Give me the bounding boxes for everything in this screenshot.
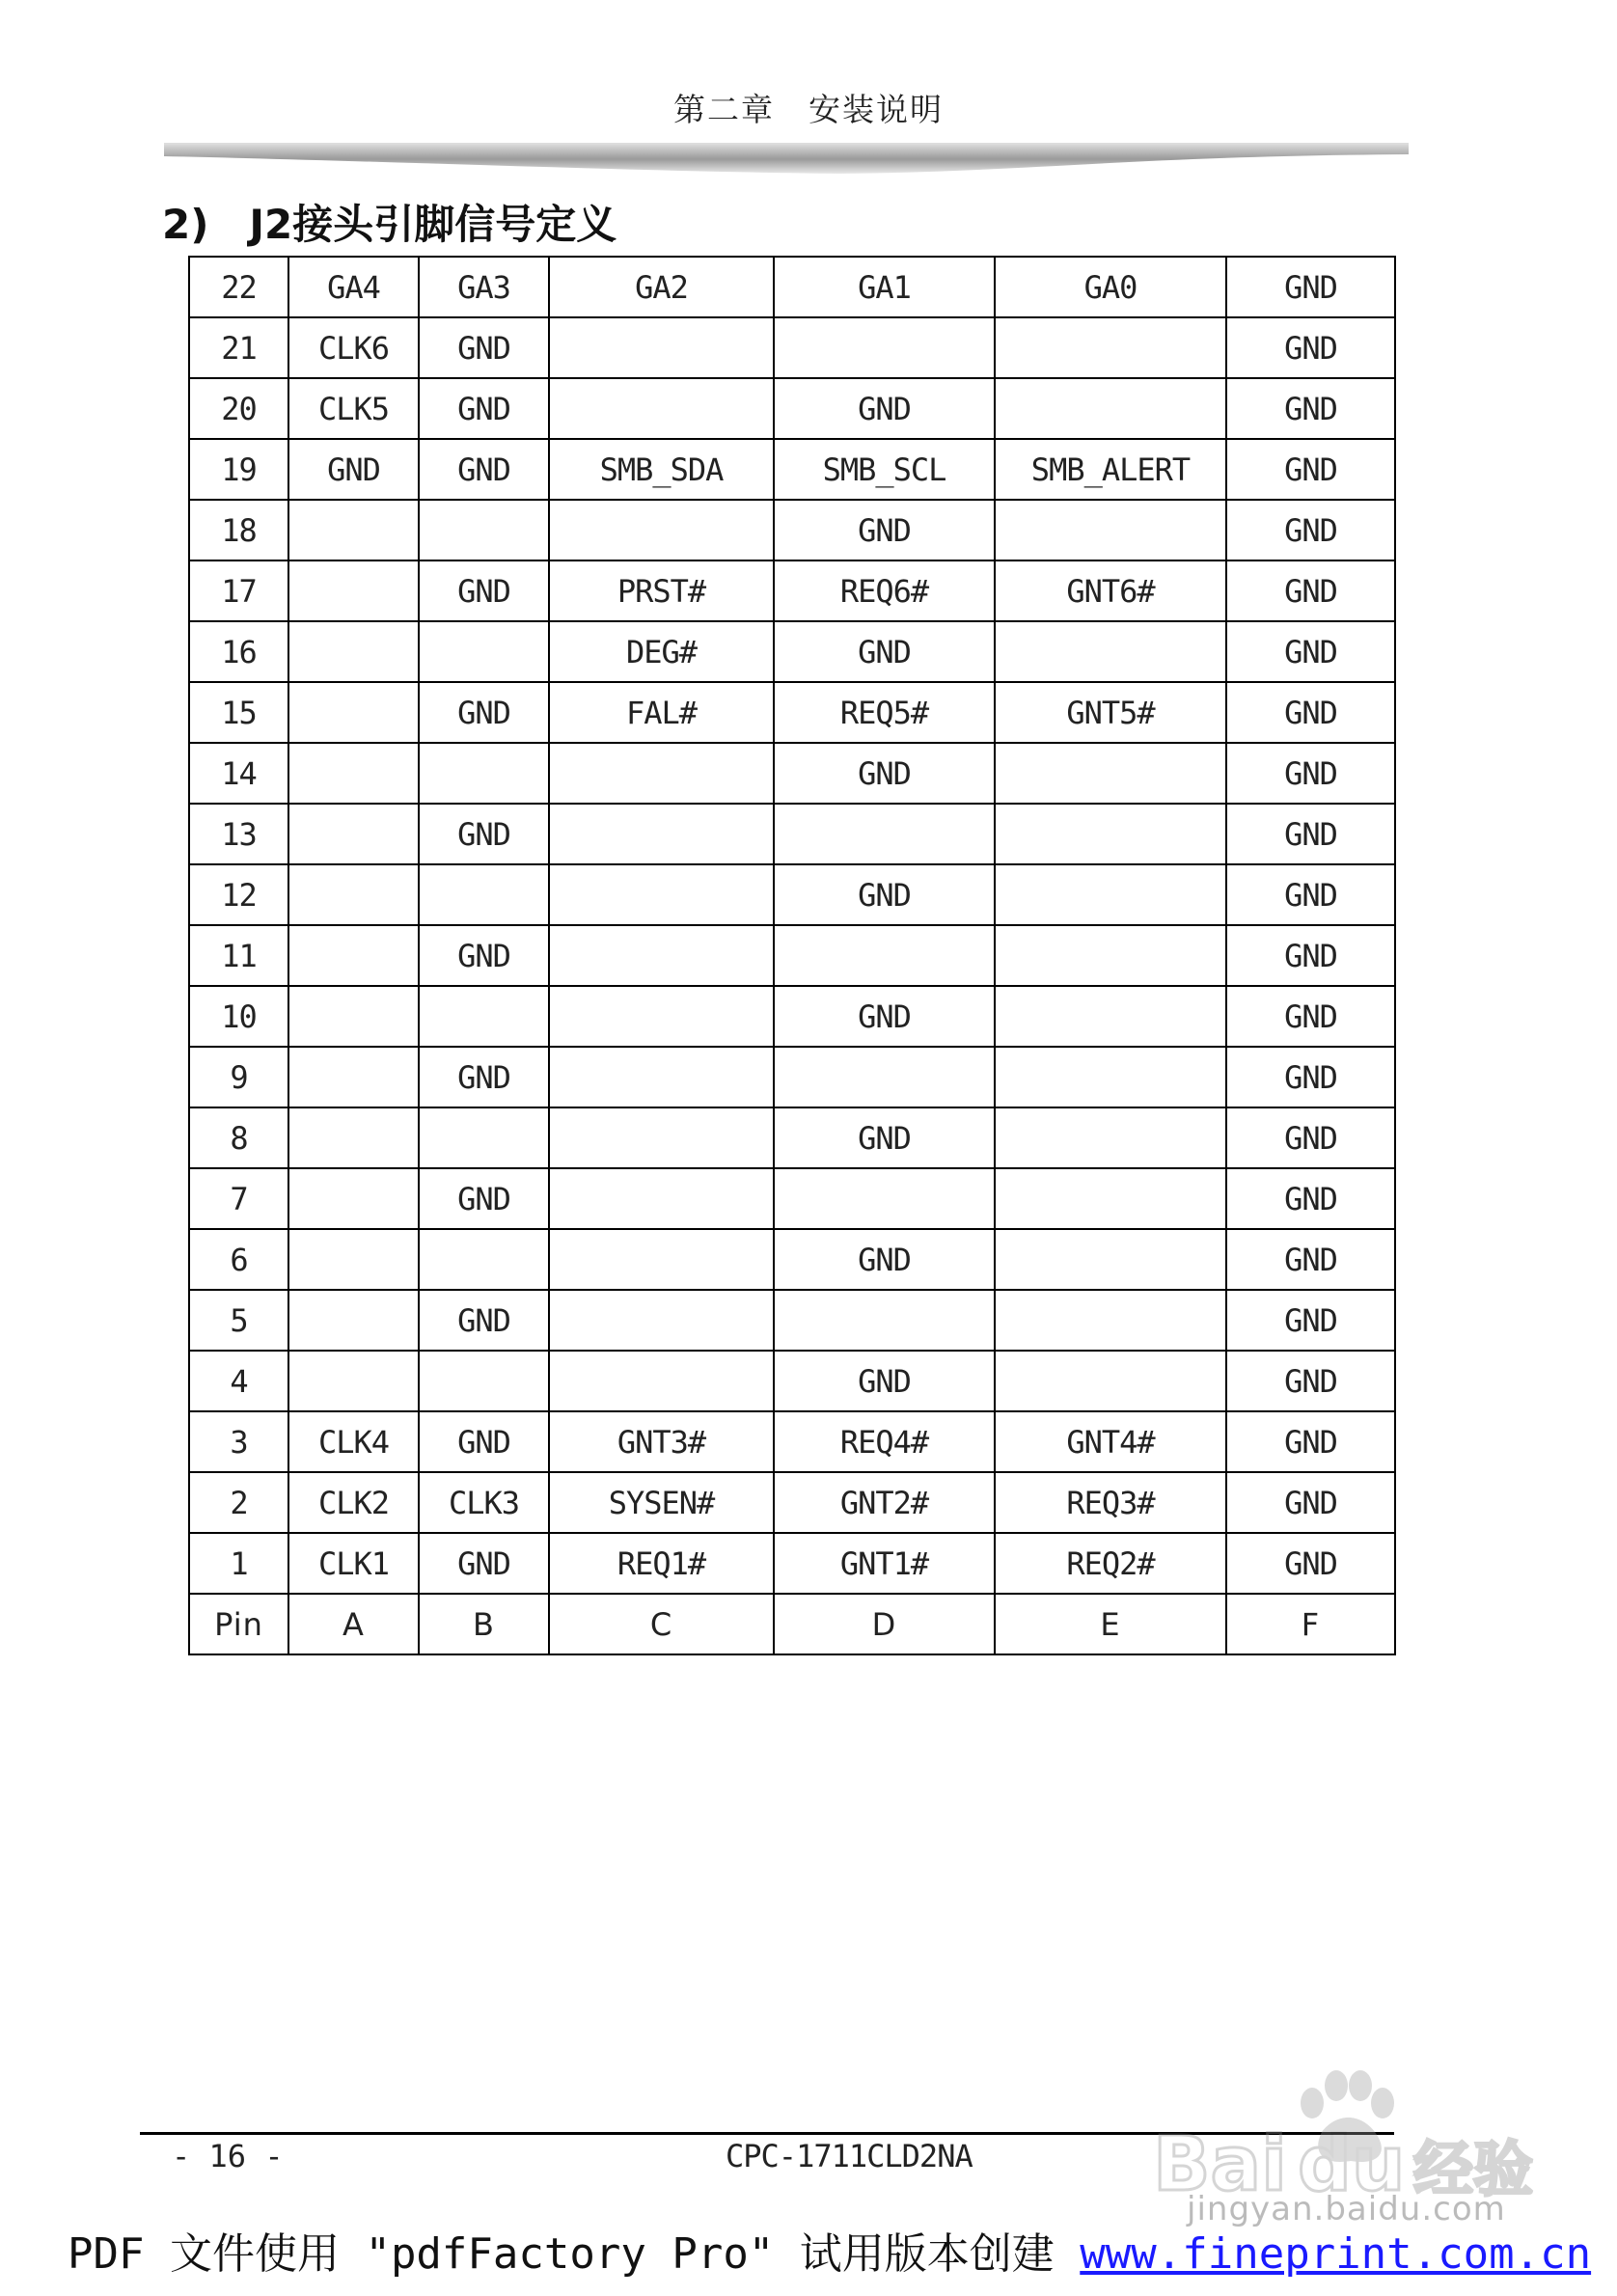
table-row — [189, 986, 1395, 1047]
table-row — [189, 864, 1395, 925]
signal-cell — [288, 1351, 419, 1411]
signal-cell: CLK1 — [288, 1533, 419, 1594]
signal-cell: GND — [774, 621, 995, 682]
signal-cell: GND — [1226, 1047, 1395, 1107]
pin-number-cell: 6 — [189, 1229, 288, 1290]
table-row — [189, 1351, 1395, 1411]
signal-cell: GND — [774, 864, 995, 925]
signal-cell — [549, 1047, 774, 1107]
signal-cell: GND — [1226, 743, 1395, 804]
table-row — [189, 743, 1395, 804]
signal-cell — [995, 925, 1226, 986]
signal-cell: PRST# — [549, 560, 774, 621]
signal-cell — [549, 1107, 774, 1168]
signal-cell: GND — [419, 1047, 549, 1107]
signal-cell: GND — [1226, 1411, 1395, 1472]
signal-cell: GND — [419, 682, 549, 743]
signal-cell: FAL# — [549, 682, 774, 743]
signal-cell — [419, 864, 549, 925]
model-number: CPC-1711CLD2NA — [726, 2138, 973, 2174]
signal-cell — [288, 1168, 419, 1229]
column-header-cell: B — [419, 1594, 549, 1654]
signal-cell: GA2 — [549, 257, 774, 317]
table-row — [189, 1107, 1395, 1168]
signal-cell — [288, 1047, 419, 1107]
header-divider — [164, 143, 1409, 176]
fineprint-link[interactable]: www.fineprint.com.cn — [1080, 2229, 1592, 2279]
signal-cell — [288, 682, 419, 743]
j2-pin-table — [188, 256, 1396, 1655]
signal-cell — [774, 1168, 995, 1229]
signal-cell: REQ6# — [774, 560, 995, 621]
table-row — [189, 1229, 1395, 1290]
signal-cell: GA1 — [774, 257, 995, 317]
signal-cell: GND — [1226, 500, 1395, 560]
signal-cell: GND — [288, 439, 419, 500]
signal-cell: SYSEN# — [549, 1472, 774, 1533]
signal-cell — [995, 1047, 1226, 1107]
svg-text:Bai: Bai — [1153, 2121, 1287, 2208]
pin-number-cell: 12 — [189, 864, 288, 925]
signal-cell: GND — [1226, 864, 1395, 925]
column-header-cell: D — [774, 1594, 995, 1654]
column-header-cell: A — [288, 1594, 419, 1654]
signal-cell: GND — [774, 1107, 995, 1168]
signal-cell: GNT5# — [995, 682, 1226, 743]
signal-cell — [288, 925, 419, 986]
signal-cell — [549, 925, 774, 986]
signal-cell: GNT2# — [774, 1472, 995, 1533]
pin-number-cell: 7 — [189, 1168, 288, 1229]
signal-cell — [419, 500, 549, 560]
table-row — [189, 1047, 1395, 1107]
signal-cell: CLK4 — [288, 1411, 419, 1472]
signal-cell: GND — [1226, 1472, 1395, 1533]
signal-cell — [995, 743, 1226, 804]
table-row — [189, 682, 1395, 743]
signal-cell: GND — [419, 925, 549, 986]
signal-cell: GND — [1226, 682, 1395, 743]
signal-cell: GND — [1226, 439, 1395, 500]
table-row — [189, 257, 1395, 317]
signal-cell: SMB_SDA — [549, 439, 774, 500]
signal-cell — [419, 621, 549, 682]
signal-cell: GND — [774, 1351, 995, 1411]
signal-cell — [288, 804, 419, 864]
signal-cell: CLK3 — [419, 1472, 549, 1533]
signal-cell: GND — [1226, 925, 1395, 986]
signal-cell — [995, 1290, 1226, 1351]
signal-cell — [549, 378, 774, 439]
table-row — [189, 439, 1395, 500]
signal-cell — [995, 986, 1226, 1047]
table-row — [189, 317, 1395, 378]
watermark-url: jingyan.baidu.com — [1187, 2190, 1506, 2228]
pin-number-cell: 15 — [189, 682, 288, 743]
table-row — [189, 925, 1395, 986]
signal-cell: GND — [1226, 1168, 1395, 1229]
pin-number-cell: 5 — [189, 1290, 288, 1351]
signal-cell — [288, 560, 419, 621]
signal-cell: GND — [1226, 1229, 1395, 1290]
signal-cell — [995, 621, 1226, 682]
signal-cell — [288, 1290, 419, 1351]
table-row — [189, 500, 1395, 560]
signal-cell — [549, 1351, 774, 1411]
table-row — [189, 560, 1395, 621]
signal-cell — [549, 1290, 774, 1351]
pin-number-cell: 3 — [189, 1411, 288, 1472]
pin-number-cell: 22 — [189, 257, 288, 317]
pin-number-cell: 16 — [189, 621, 288, 682]
table-row — [189, 621, 1395, 682]
table-row — [189, 1168, 1395, 1229]
signal-cell — [995, 378, 1226, 439]
signal-cell: REQ3# — [995, 1472, 1226, 1533]
table-row — [189, 804, 1395, 864]
table-row — [189, 1472, 1395, 1533]
signal-cell: CLK6 — [288, 317, 419, 378]
signal-cell: GNT1# — [774, 1533, 995, 1594]
signal-cell — [995, 317, 1226, 378]
signal-cell: GND — [1226, 621, 1395, 682]
signal-cell — [995, 1229, 1226, 1290]
signal-cell: SMB_ALERT — [995, 439, 1226, 500]
signal-cell: GND — [1226, 1351, 1395, 1411]
signal-cell — [774, 1290, 995, 1351]
signal-cell: GND — [419, 1411, 549, 1472]
signal-cell: GA0 — [995, 257, 1226, 317]
signal-cell: GND — [774, 743, 995, 804]
table-row — [189, 1290, 1395, 1351]
signal-cell — [288, 1107, 419, 1168]
pin-number-cell: 2 — [189, 1472, 288, 1533]
pin-number-cell: 4 — [189, 1351, 288, 1411]
signal-cell — [549, 1229, 774, 1290]
signal-cell: GND — [774, 500, 995, 560]
signal-cell: GND — [419, 317, 549, 378]
pin-number-cell: 13 — [189, 804, 288, 864]
signal-cell — [549, 1168, 774, 1229]
pin-number-cell: 11 — [189, 925, 288, 986]
pin-number-cell: 8 — [189, 1107, 288, 1168]
signal-cell — [995, 1168, 1226, 1229]
signal-cell: GND — [419, 378, 549, 439]
page-number: - 16 - — [172, 2138, 284, 2174]
signal-cell — [549, 804, 774, 864]
column-header-cell: C — [549, 1594, 774, 1654]
watermark-logo-text: 经验 — [1413, 2134, 1534, 2204]
signal-cell: GND — [419, 1533, 549, 1594]
signal-cell — [995, 864, 1226, 925]
signal-cell: GND — [419, 1168, 549, 1229]
signal-cell: CLK2 — [288, 1472, 419, 1533]
signal-cell: GND — [419, 1290, 549, 1351]
signal-cell — [419, 986, 549, 1047]
pin-number-cell: 18 — [189, 500, 288, 560]
pin-number-cell: 20 — [189, 378, 288, 439]
signal-cell — [419, 1107, 549, 1168]
pin-number-cell: 9 — [189, 1047, 288, 1107]
pin-number-cell: 17 — [189, 560, 288, 621]
signal-cell — [549, 986, 774, 1047]
signal-cell — [774, 1047, 995, 1107]
signal-cell — [288, 621, 419, 682]
table-header-row — [189, 1594, 1395, 1654]
signal-cell — [549, 743, 774, 804]
page-header-title: 第二章 安装说明 — [673, 91, 944, 128]
pdf-banner — [68, 2219, 1591, 2281]
signal-cell — [774, 925, 995, 986]
signal-cell: GND — [1226, 378, 1395, 439]
signal-cell: SMB_SCL — [774, 439, 995, 500]
signal-cell: GND — [774, 1229, 995, 1290]
pin-number-cell: 21 — [189, 317, 288, 378]
signal-cell — [995, 1351, 1226, 1411]
signal-cell: GNT4# — [995, 1411, 1226, 1472]
signal-cell: GND — [419, 560, 549, 621]
signal-cell: REQ1# — [549, 1533, 774, 1594]
signal-cell: GND — [774, 378, 995, 439]
signal-cell: GND — [1226, 804, 1395, 864]
signal-cell: GA4 — [288, 257, 419, 317]
signal-cell — [419, 1351, 549, 1411]
signal-cell: GND — [1226, 560, 1395, 621]
signal-cell: GND — [419, 804, 549, 864]
signal-cell — [419, 743, 549, 804]
table-row — [189, 378, 1395, 439]
signal-cell: GND — [1226, 1107, 1395, 1168]
signal-cell — [288, 864, 419, 925]
signal-cell: REQ5# — [774, 682, 995, 743]
signal-cell: REQ4# — [774, 1411, 995, 1472]
signal-cell: GND — [1226, 986, 1395, 1047]
signal-cell: GND — [1226, 1290, 1395, 1351]
signal-cell — [419, 1229, 549, 1290]
signal-cell — [288, 1229, 419, 1290]
signal-cell: DEG# — [549, 621, 774, 682]
signal-cell: GND — [419, 439, 549, 500]
signal-cell — [995, 804, 1226, 864]
signal-cell — [549, 317, 774, 378]
signal-cell — [995, 500, 1226, 560]
signal-cell: GND — [774, 986, 995, 1047]
signal-cell — [549, 500, 774, 560]
signal-cell — [288, 743, 419, 804]
table-row — [189, 1533, 1395, 1594]
signal-cell — [549, 864, 774, 925]
signal-cell — [774, 317, 995, 378]
signal-cell: CLK5 — [288, 378, 419, 439]
svg-text:du: du — [1298, 2121, 1406, 2208]
signal-cell: GND — [1226, 317, 1395, 378]
table-row — [189, 1411, 1395, 1472]
pdf-banner-text: PDF 文件使用 "pdfFactory Pro" 试用版本创建 — [68, 2229, 1081, 2279]
pin-number-cell: 1 — [189, 1533, 288, 1594]
signal-cell: GA3 — [419, 257, 549, 317]
signal-cell: GNT3# — [549, 1411, 774, 1472]
signal-cell: REQ2# — [995, 1533, 1226, 1594]
section-heading: 2) J2接头引脚信号定义 — [162, 201, 617, 248]
pin-number-cell: 14 — [189, 743, 288, 804]
signal-cell — [774, 804, 995, 864]
column-header-cell: E — [995, 1594, 1226, 1654]
pin-number-cell: 19 — [189, 439, 288, 500]
signal-cell: GND — [1226, 257, 1395, 317]
signal-cell — [288, 500, 419, 560]
column-header-cell: F — [1226, 1594, 1395, 1654]
signal-cell: GND — [1226, 1533, 1395, 1594]
signal-cell: GNT6# — [995, 560, 1226, 621]
signal-cell — [995, 1107, 1226, 1168]
signal-cell — [288, 986, 419, 1047]
pin-number-cell: 10 — [189, 986, 288, 1047]
column-header-cell: Pin — [189, 1594, 288, 1654]
